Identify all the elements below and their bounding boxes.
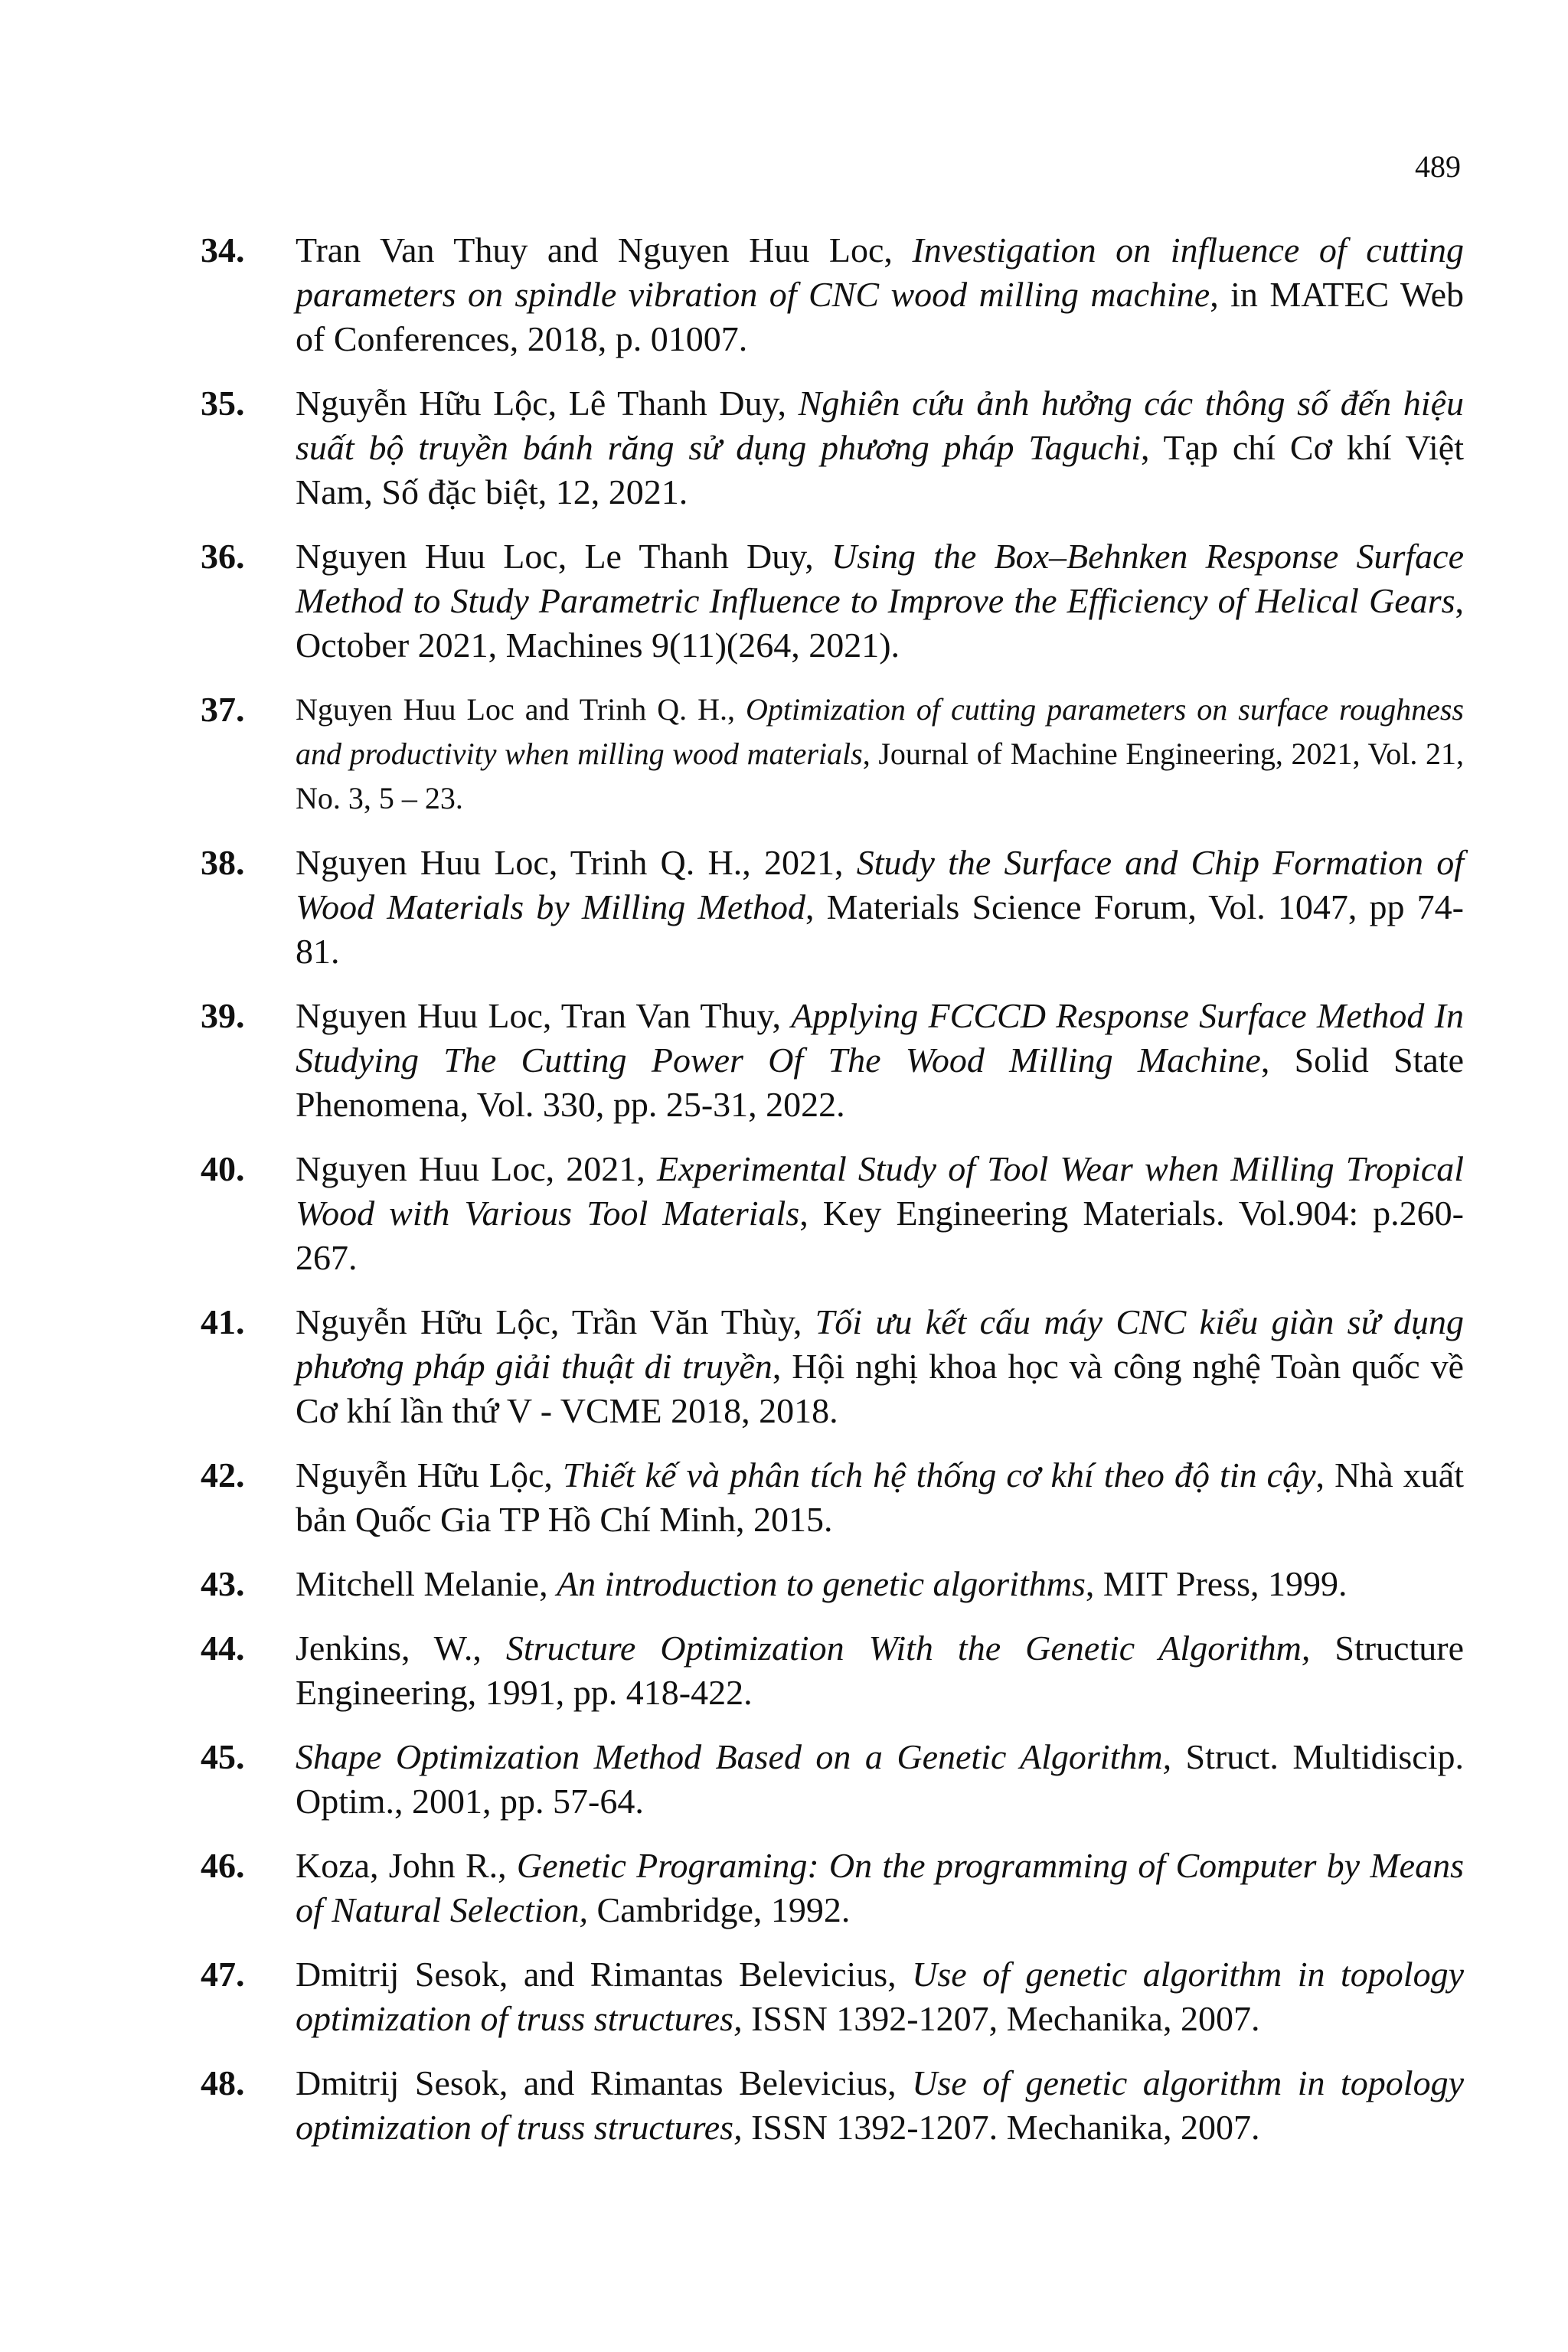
reference-source: , MIT Press, 1999. — [1085, 1564, 1348, 1603]
reference-title: Applying FCCCD Response Surface Method In Studying The Cutting Power Of The Wood Milling Machine — [296, 996, 1464, 1080]
reference-text — [296, 1562, 1464, 1606]
reference-text — [296, 1626, 1464, 1715]
reference-title: Structure Optimization With the Genetic Algorithm, — [505, 1628, 1311, 1668]
reference-source: , Key Engineering Materials. Vol.904: p.260-267. — [296, 1194, 1464, 1277]
reference-title: Optimization of cutting parameters on surface roughness and productivity when milling wood materials — [296, 692, 1464, 771]
reference-authors: Nguyen Huu Loc and Trinh Q. H., — [296, 692, 746, 727]
reference-text — [296, 1844, 1464, 1932]
reference-source: Structure Engineering, 1991, pp. 418-422. — [296, 1628, 1464, 1712]
reference-title: Shape Optimization Method Based on a Genetic Algorithm, — [296, 1737, 1172, 1776]
reference-number: 35. — [201, 384, 245, 423]
reference-source: , in MATEC Web of Conferences, 2018, p. 01007. — [296, 275, 1464, 358]
reference-text — [296, 381, 1464, 514]
reference-title: Genetic Programing: On the programming of Computer by Means of Natural Selection, — [296, 1846, 1464, 1929]
reference-item — [201, 1952, 1464, 2041]
reference-text — [296, 2061, 1464, 2150]
reference-item — [201, 534, 1464, 668]
reference-text — [296, 1453, 1464, 1542]
reference-item — [201, 2061, 1464, 2150]
reference-item — [201, 381, 1464, 514]
reference-text — [296, 994, 1464, 1127]
reference-text — [296, 841, 1464, 974]
reference-item — [201, 1735, 1464, 1824]
reference-text — [296, 1952, 1464, 2041]
reference-authors: Koza, John R., — [296, 1846, 517, 1885]
reference-source: Struct. Multidiscip. Optim., 2001, pp. 57-64. — [296, 1737, 1464, 1821]
reference-item — [201, 688, 1464, 821]
reference-text — [296, 688, 1464, 821]
reference-title: Use of genetic algorithm in topology optimization of truss structures, — [296, 2063, 1464, 2147]
reference-item — [201, 1844, 1464, 1932]
reference-text — [296, 1300, 1464, 1433]
reference-item — [201, 1626, 1464, 1715]
reference-title: Nghiên cứu ảnh hưởng các thông số đến hiệu suất bộ truyền bánh răng sử dụng phương pháp Taguchi — [296, 384, 1464, 467]
reference-authors: Nguyễn Hữu Lộc, — [296, 1455, 563, 1494]
reference-source: , Hội nghị khoa học và công nghệ Toàn quốc về Cơ khí lần thứ V - VCME 2018, 2018. — [296, 1347, 1464, 1430]
reference-source: , October 2021, Machines 9(11)(264, 2021). — [296, 581, 1464, 665]
reference-authors: Jenkins, W., — [296, 1628, 506, 1668]
reference-text — [296, 228, 1464, 361]
reference-title: Investigation on influence of cutting parameters on spindle vibration of CNC wood milling machine — [296, 230, 1464, 314]
reference-text — [296, 1147, 1464, 1280]
reference-number: 34. — [201, 230, 245, 270]
reference-item — [201, 1562, 1464, 1606]
reference-title: Study the Surface and Chip Formation of Wood Materials by Milling Method — [296, 843, 1465, 926]
reference-number: 43. — [201, 1564, 245, 1603]
reference-source: ISSN 1392-1207. Mechanika, 2007. — [742, 2108, 1260, 2147]
reference-source: , Solid State Phenomena, Vol. 330, pp. 25-31, 2022. — [296, 1040, 1464, 1124]
reference-authors: Nguyen Huu Loc, 2021, — [296, 1149, 657, 1188]
reference-source: , Materials Science Forum, Vol. 1047, pp 74-81. — [296, 887, 1464, 971]
reference-number: 44. — [201, 1628, 245, 1668]
reference-number: 36. — [201, 537, 245, 576]
reference-title: Use of genetic algorithm in topology optimization of truss structures, — [296, 1955, 1464, 2038]
reference-item — [201, 1147, 1464, 1280]
reference-number: 41. — [201, 1302, 245, 1341]
reference-item — [201, 994, 1464, 1127]
reference-item — [201, 228, 1464, 361]
reference-title: Thiết kế và phân tích hệ thống cơ khí theo độ tin cậy — [563, 1455, 1316, 1494]
reference-number: 45. — [201, 1737, 245, 1776]
reference-authors: Dmitrij Sesok, and Rimantas Belevicius, — [296, 2063, 913, 2102]
reference-title: Using the Box–Behnken Response Surface Method to Study Parametric Influence to Improve the Efficiency of Helical Gears — [296, 537, 1465, 620]
reference-number: 39. — [201, 996, 245, 1035]
reference-list — [201, 228, 1464, 2170]
reference-number: 47. — [201, 1955, 245, 1994]
reference-title: Experimental Study of Tool Wear when Milling Tropical Wood with Various Tool Materials — [296, 1149, 1465, 1233]
reference-number: 46. — [201, 1846, 245, 1885]
reference-item — [201, 1300, 1464, 1433]
reference-text — [296, 1735, 1464, 1824]
reference-item — [201, 1453, 1464, 1542]
reference-title: Tối ưu kết cấu máy CNC kiểu giàn sử dụng phương pháp giải thuật di truyền — [296, 1302, 1464, 1386]
page-number: 489 — [1415, 149, 1461, 184]
reference-authors: Dmitrij Sesok, and Rimantas Belevicius, — [296, 1955, 913, 1994]
reference-authors: Nguyen Huu Loc, Trinh Q. H., 2021, — [296, 843, 857, 882]
reference-authors: Nguyen Huu Loc, Le Thanh Duy, — [296, 537, 831, 576]
reference-authors: Nguyễn Hữu Lộc, Trần Văn Thùy, — [296, 1302, 815, 1341]
reference-title: An introduction to genetic algorithms — [557, 1564, 1086, 1603]
reference-source: Cambridge, 1992. — [588, 1890, 851, 1929]
reference-number: 37. — [201, 690, 245, 729]
reference-source: , Tạp chí Cơ khí Việt Nam, Số đặc biệt, 12, 2021. — [296, 428, 1464, 511]
reference-number: 42. — [201, 1455, 245, 1494]
reference-authors: Nguyễn Hữu Lộc, Lê Thanh Duy, — [296, 384, 799, 423]
reference-source: , Nhà xuất bản Quốc Gia TP Hồ Chí Minh, 2015. — [296, 1455, 1464, 1539]
reference-authors: Mitchell Melanie, — [296, 1564, 557, 1603]
reference-number: 40. — [201, 1149, 245, 1188]
reference-number: 48. — [201, 2063, 245, 2102]
reference-authors: Tran Van Thuy and Nguyen Huu Loc, — [296, 230, 913, 270]
reference-text — [296, 534, 1464, 668]
reference-source: ISSN 1392-1207, Mechanika, 2007. — [742, 1999, 1260, 2038]
reference-item — [201, 841, 1464, 974]
reference-number: 38. — [201, 843, 245, 882]
reference-authors: Nguyen Huu Loc, Tran Van Thuy, — [296, 996, 792, 1035]
reference-source: , Journal of Machine Engineering, 2021, Vol. 21, No. 3, 5 – 23. — [296, 737, 1464, 815]
